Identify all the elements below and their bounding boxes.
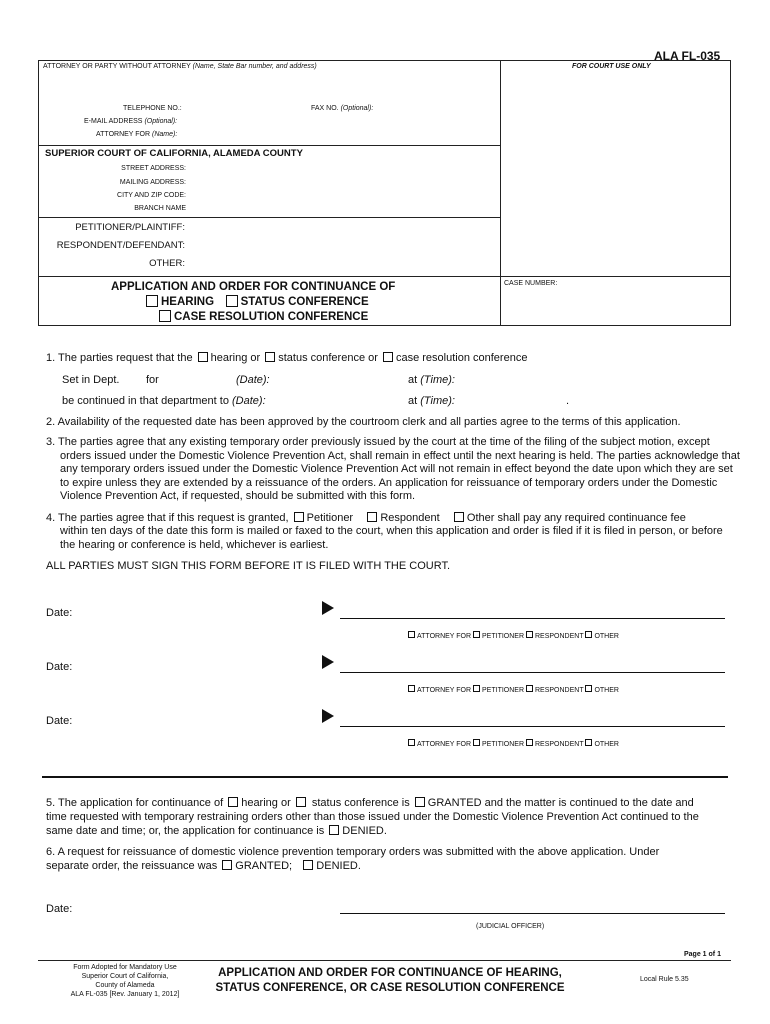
city-zip-label: CITY AND ZIP CODE: <box>117 192 186 199</box>
sig2-other-checkbox[interactable] <box>585 685 592 692</box>
footer-title-line2: STATUS CONFERENCE, OR CASE RESOLUTION CONFERENCE <box>215 982 565 994</box>
page-number: Page 1 of 1 <box>684 951 721 958</box>
judicial-officer-label: (JUDICIAL OFFICER) <box>476 923 545 930</box>
sig1-other-checkbox[interactable] <box>585 631 592 638</box>
sig3-petitioner-checkbox[interactable] <box>473 739 480 746</box>
order-hearing-checkbox[interactable] <box>228 797 238 807</box>
court-use-label: FOR COURT USE ONLY <box>572 63 651 70</box>
signature-2-role: ATTORNEY FOR PETITIONER RESPONDENT OTHER <box>408 685 619 694</box>
local-rule: Local Rule 5.35 <box>640 976 689 983</box>
email-label: E-MAIL ADDRESS (Optional): <box>84 118 178 125</box>
item-5-line3: same date and time; or, the application for continuance is DENIED. <box>46 825 387 837</box>
street-address-label: STREET ADDRESS: <box>121 165 186 172</box>
attorney-label: ATTORNEY OR PARTY WITHOUT ATTORNEY (Name, State Bar number, and address) <box>43 63 317 70</box>
continued-date-label: be continued in that department to (Date): <box>62 395 266 407</box>
signature-2-date-label: Date: <box>46 661 73 673</box>
sig2-petitioner-checkbox[interactable] <box>473 685 480 692</box>
order-date-label: Date: <box>46 903 73 915</box>
for-label: for <box>146 374 159 386</box>
footer-title-line1: APPLICATION AND ORDER FOR CONTINUANCE OF HEARING, <box>218 967 562 979</box>
signature-1-line[interactable] <box>340 618 725 619</box>
order-granted-checkbox[interactable] <box>415 797 425 807</box>
fax-label: FAX NO. (Optional): <box>311 105 374 112</box>
request-status-checkbox[interactable] <box>265 352 275 362</box>
order-status-checkbox[interactable] <box>296 797 306 807</box>
item-6-line2: separate order, the reissuance was GRANTED; DENIED. <box>46 860 361 872</box>
petitioner-label: PETITIONER/PLAINTIFF: <box>75 222 185 233</box>
adopted-line-4: ALA FL-035 [Rev. January 1, 2012] <box>70 991 180 998</box>
set-time-label: at (Time): <box>408 374 455 386</box>
signature-2-line[interactable] <box>340 672 725 673</box>
set-date-label: (Date): <box>236 374 270 386</box>
branch-name-label: BRANCH NAME <box>134 205 186 212</box>
sig2-respondent-checkbox[interactable] <box>526 685 533 692</box>
request-case-resolution-checkbox[interactable] <box>383 352 393 362</box>
sig3-respondent-checkbox[interactable] <box>526 739 533 746</box>
form-title-line3: CASE RESOLUTION CONFERENCE <box>157 310 368 323</box>
sig1-petitioner-checkbox[interactable] <box>473 631 480 638</box>
sig1-attorney-checkbox[interactable] <box>408 631 415 638</box>
signature-3-arrow-icon <box>322 709 334 723</box>
fee-respondent-checkbox[interactable] <box>367 512 377 522</box>
continued-period: . <box>566 395 570 407</box>
item-4-text: within ten days of the date this form is mailed or faxed to the court, when this application and order is filed if it is filed in person, or before the hearing or conference is held, whichever is earliest. <box>60 525 723 551</box>
sig2-attorney-checkbox[interactable] <box>408 685 415 692</box>
item-3-text: 3. The parties agree that any existing temporary order previously issued by the court at the time of the filing of the subject motion, except orders issued under the Domestic Violence Prevention Act, shall remain in effect until the next hearing is held. The parties acknowledge that any temporary orders issued under the Domestic Violence Prevention Act will not remain in effect beyond the date upon which they are set to expire unless they are extended by a reissuance of the orders. An application for reissuance of temporary orders under the Domestic Violence Prevention Act, if requested, should be submitted with this form. <box>46 436 740 502</box>
mailing-address-label: MAILING ADDRESS: <box>119 179 186 186</box>
signature-1-date-label: Date: <box>46 607 73 619</box>
title-status-checkbox[interactable] <box>226 295 238 307</box>
court-name: SUPERIOR COURT OF CALIFORNIA, ALAMEDA COUNTY <box>45 148 303 159</box>
title-section-line <box>38 276 731 277</box>
footer-line <box>38 960 731 961</box>
court-section-line <box>38 145 500 146</box>
sig3-other-checkbox[interactable] <box>585 739 592 746</box>
caption-divider <box>500 60 501 326</box>
adopted-line-3: County of Alameda <box>95 982 155 989</box>
item-5-line1: 5. The application for continuance of hearing or status conference is GRANTED and the matter is continued to the date and <box>46 797 694 809</box>
sig3-attorney-checkbox[interactable] <box>408 739 415 746</box>
item-6-line1: 6. A request for reissuance of domestic violence prevention temporary orders was submitted with the above application. Under <box>46 846 660 858</box>
other-party-label: OTHER: <box>149 258 185 269</box>
signature-1-arrow-icon <box>322 601 334 615</box>
respondent-label: RESPONDENT/DEFENDANT: <box>56 240 185 251</box>
reissuance-denied-checkbox[interactable] <box>303 860 313 870</box>
set-in-dept-label: Set in Dept. <box>62 374 120 386</box>
attorney-for-label: ATTORNEY FOR (Name): <box>96 131 178 138</box>
reissuance-granted-checkbox[interactable] <box>222 860 232 870</box>
form-adopted <box>40 963 210 999</box>
signature-3-line[interactable] <box>340 726 725 727</box>
adopted-line-2: Superior Court of California, <box>81 973 169 980</box>
item-2-text: 2. Availability of the requested date has been approved by the courtroom clerk and all parties agree to the terms of this application. <box>46 416 681 428</box>
form-title-line2: HEARING STATUS CONFERENCE <box>144 295 369 308</box>
signature-1-role: ATTORNEY FOR PETITIONER RESPONDENT OTHER <box>408 631 619 640</box>
judicial-signature-line[interactable] <box>340 913 725 914</box>
fee-other-checkbox[interactable] <box>454 512 464 522</box>
signature-3-date-label: Date: <box>46 715 73 727</box>
item-4-line1: 4. The parties agree that if this request is granted, Petitioner Respondent Other shall pay any required continuance fee <box>46 512 686 524</box>
fee-petitioner-checkbox[interactable] <box>294 512 304 522</box>
parties-section-line <box>38 217 500 218</box>
order-denied-checkbox[interactable] <box>329 825 339 835</box>
item-5-line2: time requested with temporary restraining orders other than those issued under the Domestic Violence Prevention Act continued to the <box>46 811 699 823</box>
adopted-line-1: Form Adopted for Mandatory Use <box>73 964 177 971</box>
sig1-respondent-checkbox[interactable] <box>526 631 533 638</box>
telephone-label: TELEPHONE NO.: <box>123 105 182 112</box>
title-case-resolution-checkbox[interactable] <box>159 310 171 322</box>
form-title-line1: APPLICATION AND ORDER FOR CONTINUANCE OF <box>111 281 396 293</box>
request-hearing-checkbox[interactable] <box>198 352 208 362</box>
footer-title <box>190 966 590 996</box>
order-divider <box>42 776 728 778</box>
case-number-label: CASE NUMBER: <box>504 280 558 287</box>
signature-3-role: ATTORNEY FOR PETITIONER RESPONDENT OTHER <box>408 739 619 748</box>
sign-notice: ALL PARTIES MUST SIGN THIS FORM BEFORE IT IS FILED WITH THE COURT. <box>46 560 451 572</box>
signature-2-arrow-icon <box>322 655 334 669</box>
form-id: ALA FL-035 <box>654 49 721 63</box>
title-hearing-checkbox[interactable] <box>146 295 158 307</box>
item-1-request: 1. The parties request that the hearing or status conference or case resolution conference <box>46 352 528 364</box>
continued-time-label: at (Time): <box>408 395 455 407</box>
